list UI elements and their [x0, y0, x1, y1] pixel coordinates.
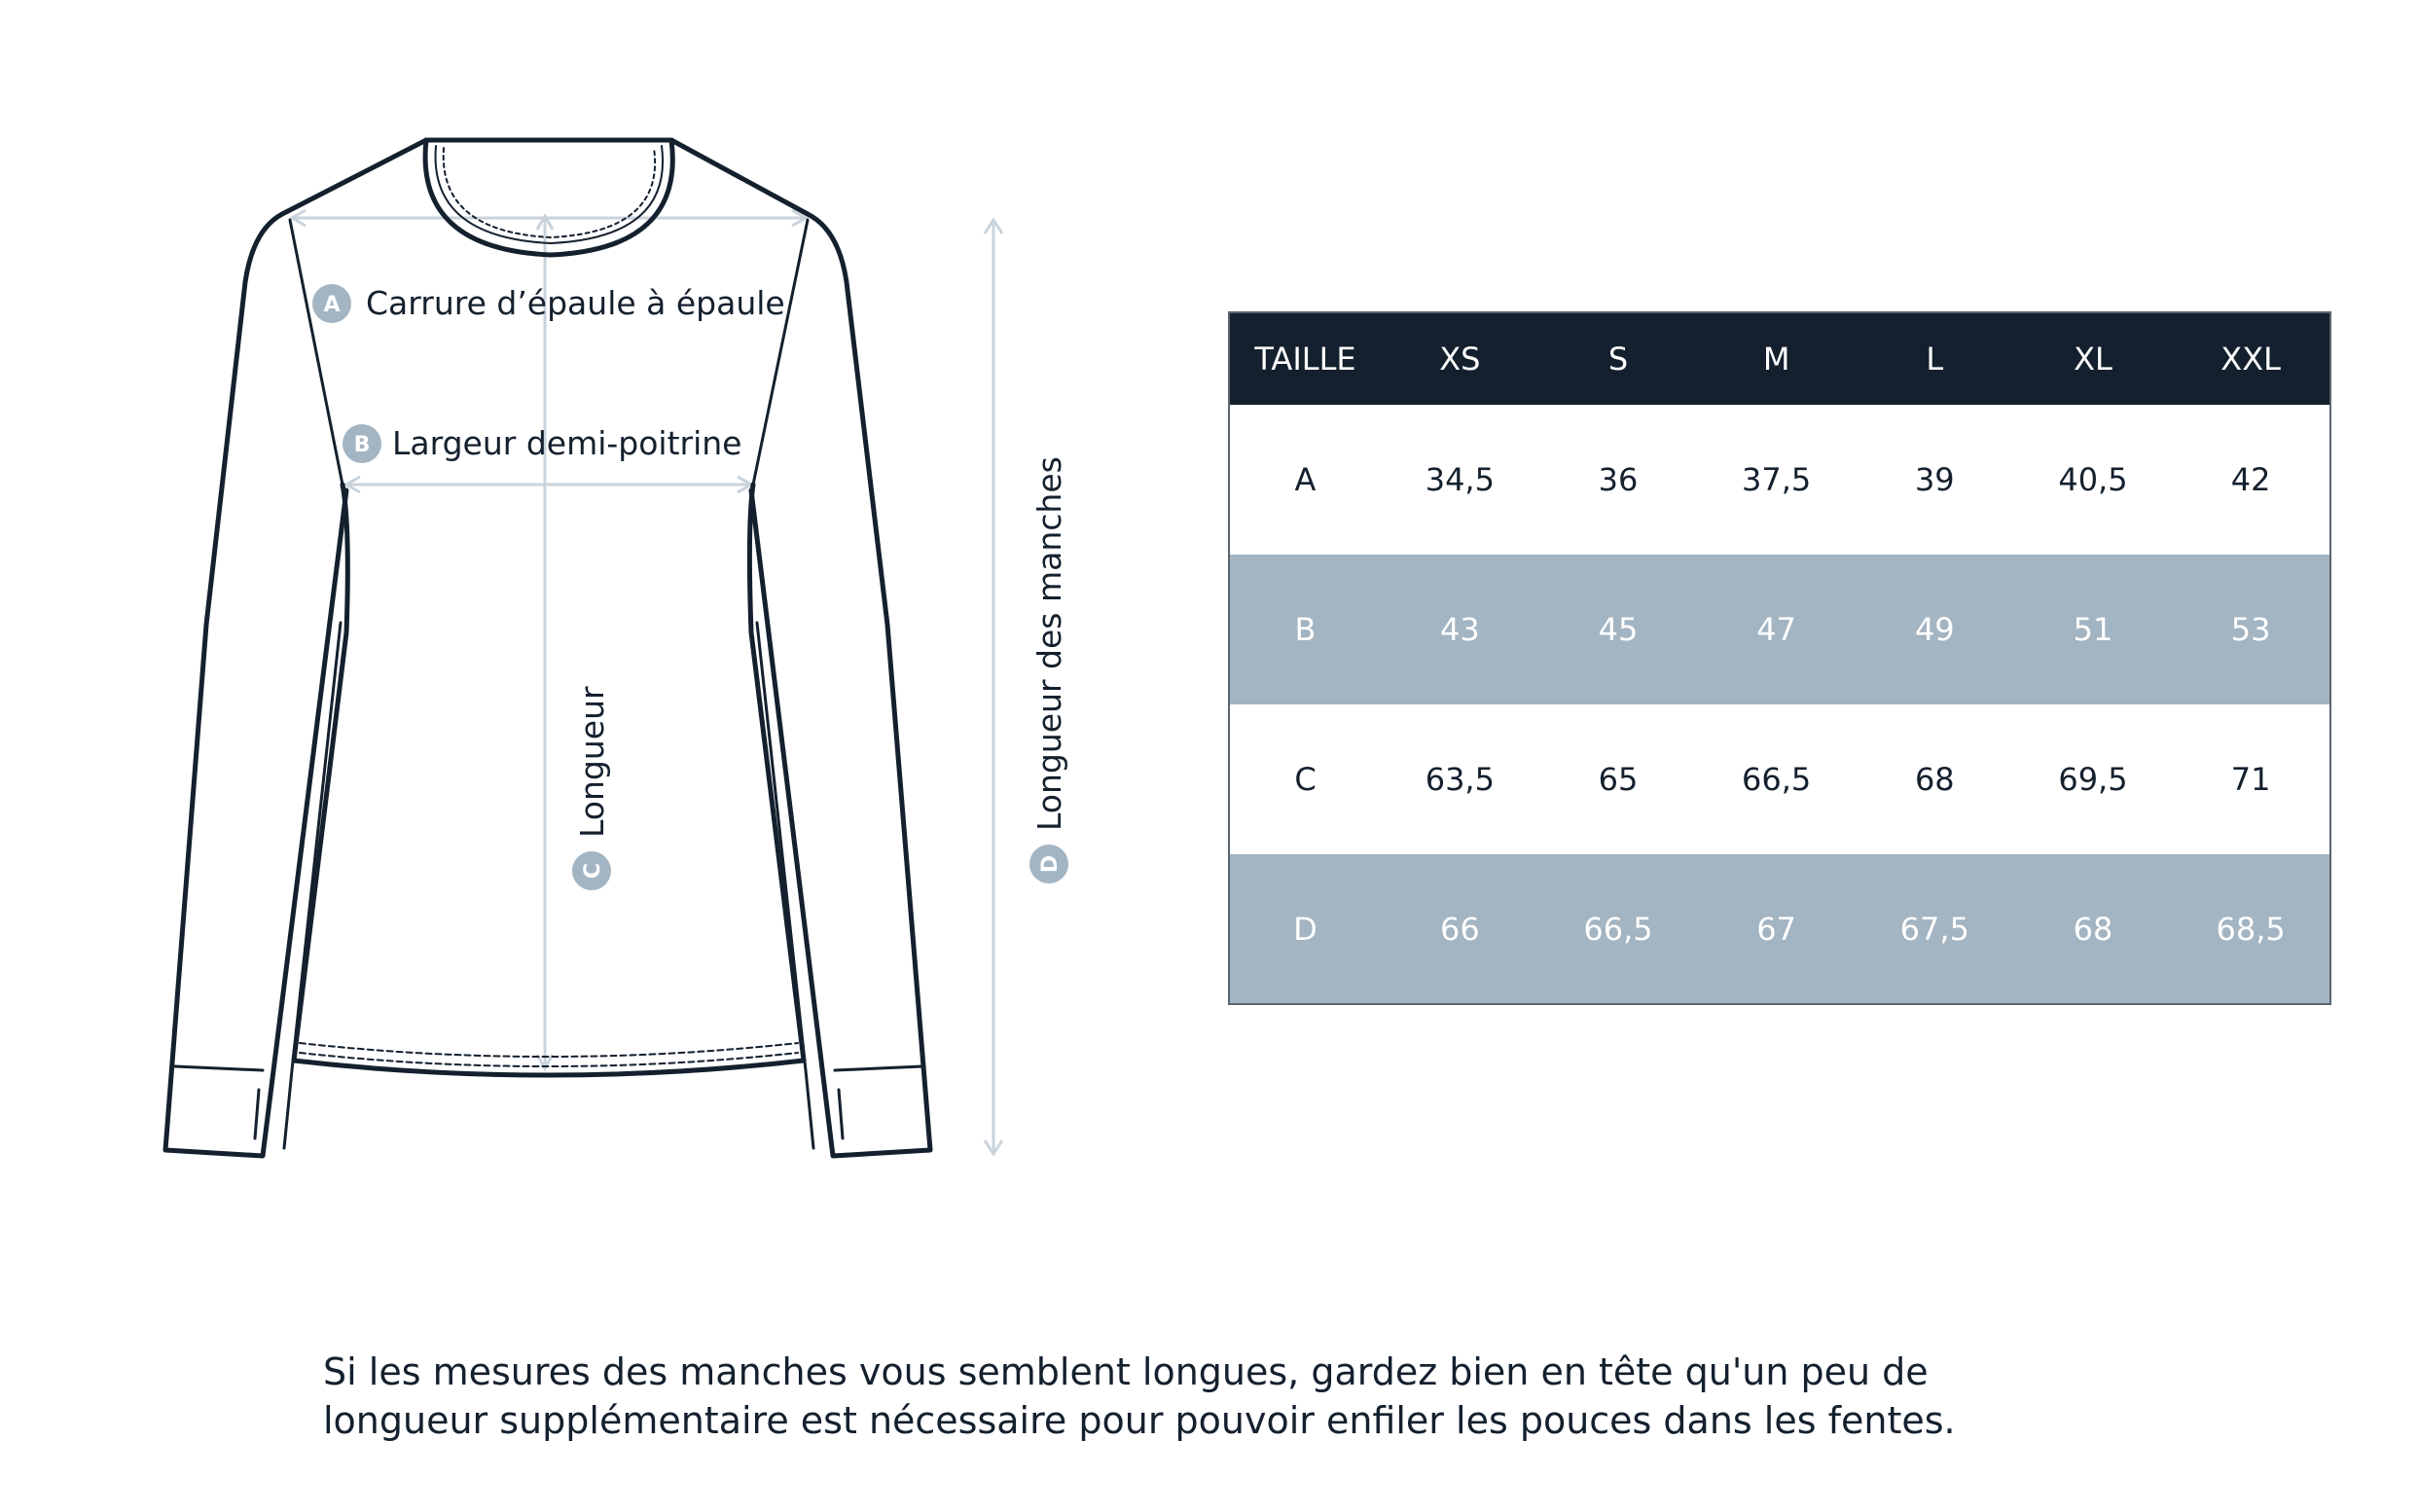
table-cell: 40,5 — [2058, 461, 2128, 498]
table-cell: 45 — [1598, 611, 1639, 648]
measurement-d-label: Longueur des manches — [1030, 456, 1068, 831]
header-cell-taille: TAILLE — [1254, 341, 1356, 378]
table-cell: 71 — [2230, 761, 2271, 798]
table-cell: 47 — [1756, 611, 1796, 648]
table-cell: 68 — [1914, 761, 1955, 798]
shirt-diagram — [0, 0, 1168, 1226]
header-cell-xs: XS — [1439, 341, 1481, 378]
row-label: C — [1294, 761, 1317, 798]
row-label: B — [1294, 611, 1317, 648]
table-cell: 43 — [1439, 611, 1480, 648]
row-label: D — [1293, 910, 1317, 948]
table-cell: 63,5 — [1425, 761, 1495, 798]
neckline-rib — [436, 146, 664, 243]
header-row — [1229, 312, 2330, 405]
table-cell: 67 — [1756, 910, 1796, 948]
header-cell-l: L — [1926, 341, 1944, 378]
footnote-line-1: Si les mesures des manches vous semblent longues, gardez bien en tête qu'un peu de — [323, 1350, 1929, 1393]
footnote-line-2: longueur supplémentaire est nécessaire pour pouvoir enfiler les pouces dans les fentes. — [323, 1399, 1956, 1442]
guide-lines — [292, 210, 1002, 1154]
table-cell: 37,5 — [1742, 461, 1812, 498]
table-row-a — [1229, 405, 2330, 555]
measurement-b-label: Largeur demi-poitrine — [392, 424, 742, 462]
hem-stitch-1 — [300, 1043, 798, 1057]
table-cell: 66 — [1439, 910, 1480, 948]
table-cell: 42 — [2230, 461, 2271, 498]
sleeve-inner-right — [753, 220, 813, 1148]
table-cell: 69,5 — [2058, 761, 2128, 798]
table-row-b — [1229, 555, 2330, 704]
measurement-c — [572, 686, 611, 890]
header-cell-s: S — [1607, 341, 1629, 378]
table-cell: 53 — [2230, 611, 2271, 648]
measurement-d — [1029, 456, 1068, 883]
table-cell: 36 — [1598, 461, 1639, 498]
table-cell: 67,5 — [1899, 910, 1969, 948]
measurement-c-label: Longueur — [573, 686, 611, 838]
footnote — [323, 1348, 2269, 1445]
table-row-d — [1229, 854, 2330, 1004]
table-cell: 39 — [1914, 461, 1955, 498]
table-cell: 66,5 — [1583, 910, 1653, 948]
header-cell-m: M — [1762, 341, 1790, 378]
measurement-a — [312, 284, 785, 323]
table-cell: 68,5 — [2216, 910, 2286, 948]
table-cell: 66,5 — [1742, 761, 1812, 798]
row-label: A — [1294, 461, 1317, 498]
badge-a-letter: A — [323, 293, 341, 317]
badge-c-letter: C — [581, 862, 605, 880]
size-table-body — [1229, 405, 2330, 1004]
badge-d-letter: D — [1038, 854, 1063, 874]
measurement-a-label: Carrure d’épaule à épaule — [366, 284, 785, 322]
size-table-header — [1229, 312, 2330, 405]
sleeve-inner-left — [284, 220, 343, 1148]
table-row-c — [1229, 704, 2330, 854]
badge-b-letter: B — [353, 433, 371, 457]
header-cell-xxl: XXL — [2220, 341, 2281, 378]
table-cell: 65 — [1598, 761, 1639, 798]
size-table — [1228, 311, 2331, 1005]
header-cell-xl: XL — [2074, 341, 2112, 378]
thumb-slot-right — [839, 1090, 843, 1138]
table-cell: 51 — [2073, 611, 2113, 648]
cuff-left — [175, 1066, 263, 1070]
table-cell: 68 — [2073, 910, 2113, 948]
thumb-slot-left — [255, 1090, 259, 1138]
table-cell: 49 — [1914, 611, 1955, 648]
measurement-b — [343, 424, 742, 463]
cuff-right — [835, 1066, 922, 1070]
table-cell: 34,5 — [1425, 461, 1495, 498]
